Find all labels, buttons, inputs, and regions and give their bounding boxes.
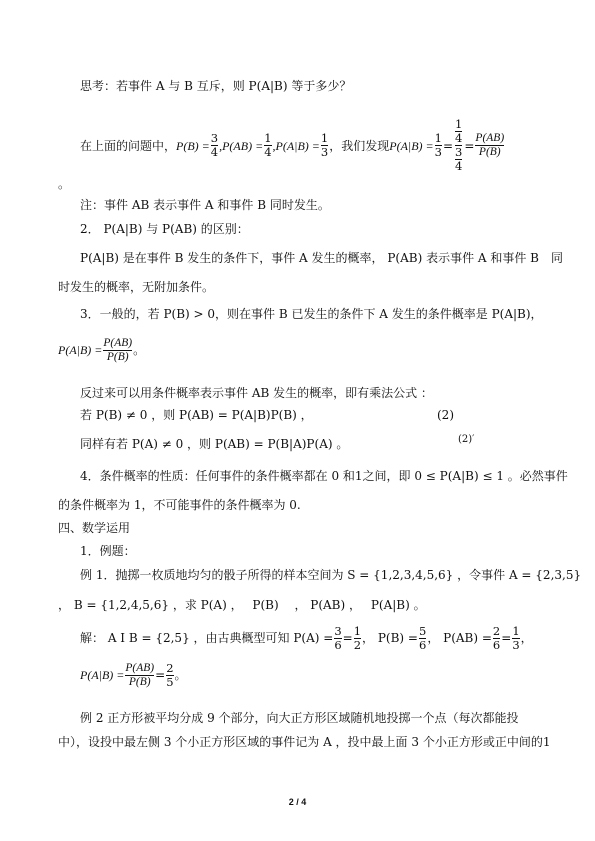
problem-lead: 在上面的问题中，	[80, 138, 177, 153]
pab-fraction: $\frac{1}{4}$	[264, 131, 272, 159]
item2-title: 2． P(A|B) 与 P(AB) 的区别：	[80, 222, 249, 236]
final-fraction: $\frac{P(AB)}{P(B)}$	[475, 132, 505, 158]
multiply-formula-2: 同样有若 P(A) ≠ 0 ，则 P(AB) = P(B|A)P(A) 。	[80, 437, 349, 451]
section-heading: 四、数学运用	[58, 521, 131, 535]
conditional-formula: P(A|B) = $\frac{P(AB)}{P(B)}$ 。	[58, 336, 146, 363]
item3-line1: 3．一般的，若 P(B) > 0，则在事件 B 已发生的条件下 A 发生的条件概率是 P(A|B)，	[80, 307, 543, 321]
solution1-line1: 解： A I B = {2,5} ，由古典概型可知 P(A) = $\frac{3}{6}$ = $\frac{1}{2}$ ， P(B) = $\frac{5}{6}$ ， P(AB) = $\frac{2}{6}$ = $\frac{1}{3}$ ，	[80, 623, 533, 652]
eq-fraction: $\frac{1}{3}$	[434, 131, 442, 159]
think-question: 思考：若事件 A 与 B 互斥，则 P(A|B) 等于多少？	[80, 79, 352, 93]
pagb-fraction: $\frac{1}{3}$	[320, 131, 329, 159]
period-mark: 。	[58, 177, 71, 191]
multiply-tag-1: (2)	[437, 408, 454, 422]
pab-label: ,P(AB) =	[219, 138, 264, 153]
pb-label: P(B) =	[176, 138, 210, 153]
page-number: 2 / 4	[288, 797, 307, 807]
item4-line2: 的条件概率为 1，不可能事件的条件概率为 0.	[58, 498, 301, 512]
solution1-line2: P(A|B) = $\frac{P(AB)}{P(B)}$ = $\frac{2}{5}$ 。	[80, 660, 187, 689]
multiply-formula-1: 若 P(B) ≠ 0 ，则 P(AB) = P(A|B)P(B) ，	[80, 408, 313, 422]
pagb-label: ,P(A|B) =	[272, 138, 320, 153]
compound-fraction: 1 4 3 4	[455, 117, 463, 173]
item2-line1: P(A|B) 是在事件 B 发生的条件下，事件 A 发生的概率， P(AB) 表示事件 A 和事件 B 同	[80, 251, 564, 265]
found-text: ，我们发现	[329, 138, 390, 153]
item4-line1: 4．条件概率的性质：任何事件的条件概率都在 0 和1之间，即 0 ≤ P(A|B) ≤ 1 。必然事件	[80, 469, 568, 483]
example2-line1: 例 2 正方形被平均分成 9 个部分，向大正方形区域随机地投掷一个点（每次都能投	[80, 711, 519, 725]
examples-heading: 1．例题：	[80, 544, 136, 558]
multiply-tag-2: (2)′	[458, 434, 475, 445]
problem-line: 在上面的问题中， P(B) = $\frac{3}{4}$ ,P(AB) = $\frac{1}{4}$ ,P(A|B) = $\frac{1}{3}$ ，我们发现 P(A|B) = $\frac{1}{3}$ = 1 4 3 4 = $\frac{P(AB)}{P(B)}$	[80, 117, 505, 173]
example1-line2: ， B = {1,2,4,5,6} ，求 P(A) ， P(B) ， P(AB) ， P(A|B) 。	[58, 598, 426, 612]
multiply-intro: 反过来可以用条件概率表示事件 AB 发生的概率，即有乘法公式 ：	[80, 386, 433, 400]
example2-line2: 中），设投中最左侧 3 个小正方形区域的事件记为 A ，投中最上面 3 个小正方形或正中间的1	[58, 735, 551, 749]
pb-fraction: $\frac{3}{4}$	[210, 131, 219, 159]
pagb2-label: P(A|B) =	[389, 138, 434, 153]
example1-line1: 例 1．抛掷一枚质地均匀的骰子所得的样本空间为 S = {1,2,3,4,5,6} ，令事件 A = {2,3,5}	[80, 568, 582, 582]
note-text: 注：事件 AB 表示事件 A 和事件 B 同时发生。	[80, 198, 330, 212]
item2-line2: 时发生的概率，无附加条件。	[58, 280, 215, 294]
